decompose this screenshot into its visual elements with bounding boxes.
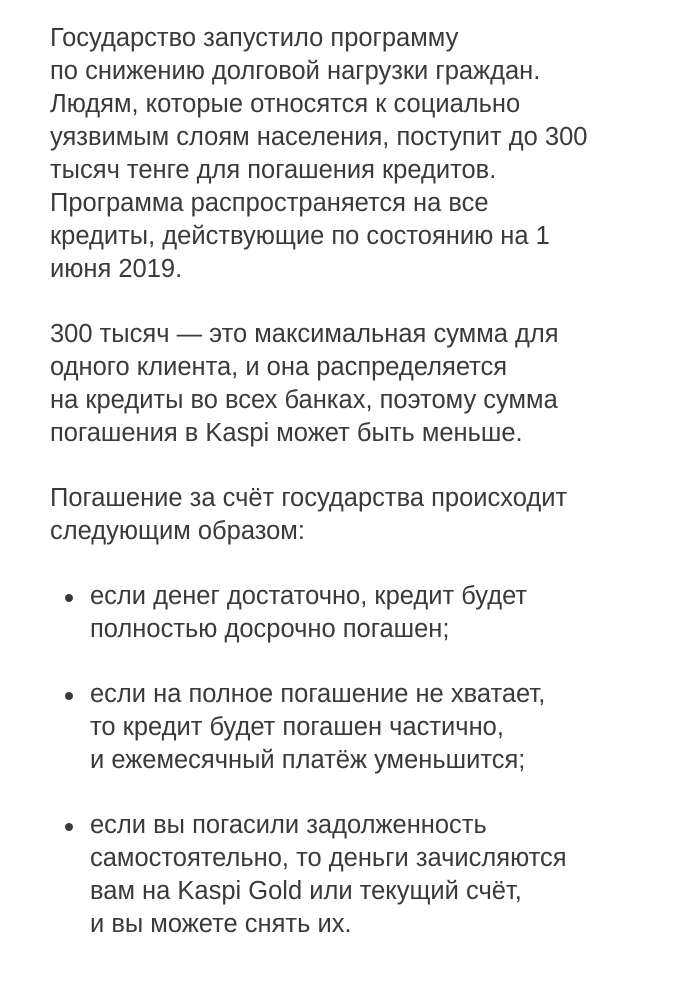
paragraph-program-intro <box>50 22 670 286</box>
text-line: Людям, которые относятся к социально <box>50 90 521 118</box>
list-item <box>50 809 670 941</box>
text-line: следующим образом: <box>50 517 305 545</box>
paragraph-repayment-intro <box>50 482 670 548</box>
text-line: вам на Kaspi Gold или текущий счёт, <box>90 877 522 905</box>
text-line: 300 тысяч — это максимальная сумма для <box>50 320 559 348</box>
list-item <box>50 678 670 777</box>
text-line: полностью досрочно погашен; <box>90 615 450 643</box>
repayment-conditions-list <box>50 580 670 941</box>
text-line: кредиты, действующие по состоянию на 1 <box>50 222 550 250</box>
text-line: самостоятельно, то деньги зачисляются <box>90 844 567 872</box>
text-line: если на полное погашение не хватает, <box>90 680 546 708</box>
text-line: уязвимым слоям населения, поступит до 300 <box>50 123 588 151</box>
text-line: если вы погасили задолженность <box>90 811 487 839</box>
text-line: на кредиты во всех банках, поэтому сумма <box>50 386 558 414</box>
text-line: июня 2019. <box>50 255 183 283</box>
bullet-dot-icon <box>65 692 73 700</box>
text-line: то кредит будет погашен частично, <box>90 713 504 741</box>
bullet-dot-icon <box>65 594 73 602</box>
list-item <box>50 580 670 646</box>
text-line: по снижению долговой нагрузки граждан. <box>50 57 541 85</box>
bullet-dot-icon <box>65 823 73 831</box>
text-line: Погашение за счёт государства происходит <box>50 484 568 512</box>
text-line: тысяч тенге для погашения кредитов. <box>50 156 497 184</box>
text-line: Программа распространяется на все <box>50 189 489 217</box>
text-line: Государство запустило программу <box>50 24 459 52</box>
paragraph-max-amount <box>50 318 670 450</box>
text-line: и ежемесячный платёж уменьшится; <box>90 746 526 774</box>
text-line: и вы можете снять их. <box>90 910 352 938</box>
article-text <box>50 22 670 973</box>
text-line: если денег достаточно, кредит будет <box>90 582 528 610</box>
text-line: погашения в Kaspi может быть меньше. <box>50 419 523 447</box>
text-line: одного клиента, и она распределяется <box>50 353 508 381</box>
